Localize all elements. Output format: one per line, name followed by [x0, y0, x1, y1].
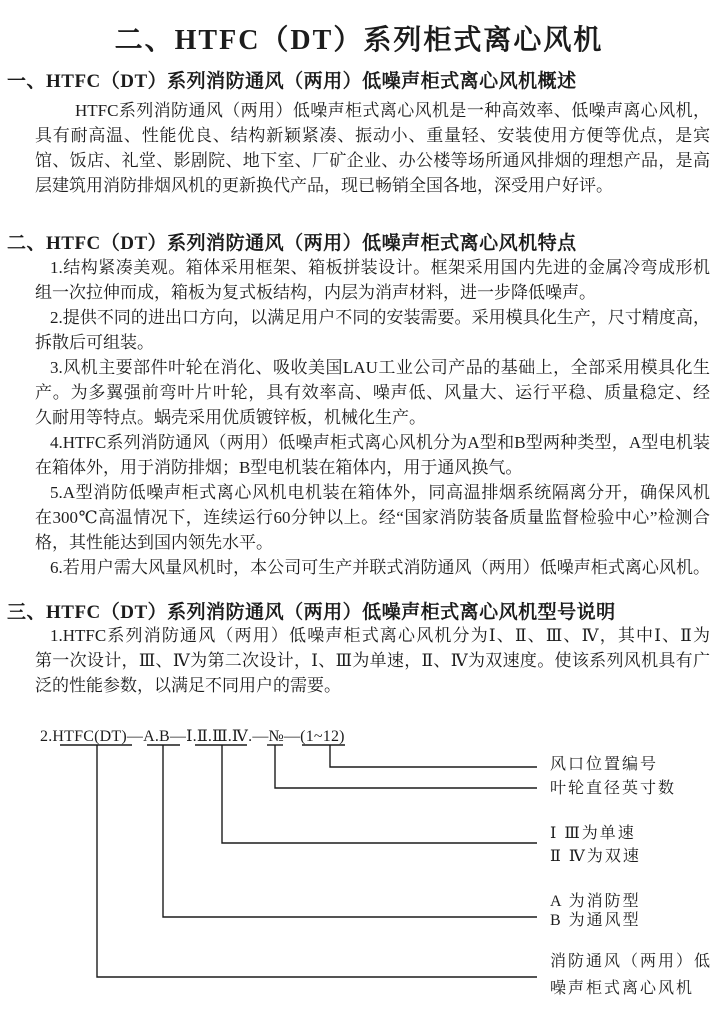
section2-heading: 二、HTFC（DT）系列消防通风（两用）低噪声柜式离心风机特点: [7, 233, 577, 254]
leader-type: [163, 745, 537, 917]
model-code: 2.HTFC(DT)—A.B—Ⅰ.Ⅱ.Ⅲ.Ⅳ.—№—(1~12): [40, 728, 345, 745]
label-series-name-2: 噪声柜式离心风机: [550, 980, 695, 997]
leader-outlet-position: [330, 745, 537, 767]
section1-paragraph: [35, 98, 710, 198]
page-title: 二、HTFC（DT）系列柜式离心风机: [114, 25, 604, 56]
label-type-fire: A 为消防型: [550, 893, 641, 910]
feature-line: 在箱体外，用于消防排烟；B型电机装在箱体内，用于通风换气。: [35, 458, 523, 477]
feature-line: 格，其性能达到国内领先水平。: [35, 533, 273, 552]
leader-speed: [222, 745, 537, 843]
paragraph-line: HTFC系列消防通风（两用）低噪声柜式离心风机是一种高效率、低噪声离心风机，: [75, 101, 710, 120]
feature-line: 拆散后可组装。: [35, 333, 154, 352]
section1-heading: 一、HTFC（DT）系列消防通风（两用）低噪声柜式离心风机概述: [7, 71, 577, 92]
label-series-name-1: 消防通风（两用）低: [550, 953, 713, 970]
paragraph-line: 第一次设计，Ⅲ、Ⅳ为第二次设计，Ⅰ、Ⅲ为单速，Ⅱ、Ⅳ为双速度。使该系列风机具有广: [35, 651, 710, 670]
section3-paragraph: [35, 623, 710, 698]
feature-line: 产。为多翼强前弯叶片叶轮，具有效率高、噪声低、风量大、运行平稳、质量稳定、经: [35, 383, 710, 402]
label-outlet-position: 风口位置编号: [550, 756, 659, 773]
section3-heading: 三、HTFC（DT）系列消防通风（两用）低噪声柜式离心风机型号说明: [7, 602, 616, 623]
feature-line: 久耐用等特点。蜗壳采用优质镀锌板，机械化生产。: [35, 408, 426, 427]
label-type-vent: B 为通风型: [550, 912, 641, 929]
label-impeller-diameter: 叶轮直径英寸数: [550, 780, 677, 797]
section2-feature-list: [35, 255, 710, 580]
label-speed-double: Ⅱ Ⅳ为双速: [550, 848, 641, 865]
feature-line: 1.结构紧凑美观。箱体采用框架、箱板拼装设计。框架采用国内先进的金属冷弯成形机: [50, 258, 710, 277]
paragraph-line: 1.HTFC系列消防通风（两用）低噪声柜式离心风机分为Ⅰ、Ⅱ、Ⅲ、Ⅳ，其中Ⅰ、Ⅱ为: [50, 626, 710, 645]
paragraph-line: 具有耐高温、性能优良、结构新颖紧凑、振动小、重量轻、安装使用方便等优点，是宾: [35, 126, 710, 145]
model-number-diagram: [0, 718, 718, 1020]
feature-line: 组一次拉伸而成，箱板为复式板结构，内层为消声材料，进一步降低噪声。: [35, 283, 596, 302]
paragraph-line: 泛的性能参数，以满足不同用户的需要。: [35, 676, 341, 695]
paragraph-line: 馆、饭店、礼堂、影剧院、地下室、厂矿企业、办公楼等场所通风排烟的理想产品，是高: [35, 151, 710, 170]
label-speed-single: Ⅰ Ⅲ为单速: [550, 825, 636, 842]
feature-line: 2.提供不同的进出口方向，以满足用户不同的安装需要。采用模具化生产，尺寸精度高，: [50, 308, 710, 327]
feature-line: 在300℃高温情况下，连续运行60分钟以上。经“国家消防装备质量监督检验中心”检测合: [35, 508, 710, 527]
feature-line: 5.A型消防低噪声柜式离心风机电机装在箱体外，同高温排烟系统隔离分开，确保风机: [50, 483, 710, 502]
feature-line: 4.HTFC系列消防通风（两用）低噪声柜式离心风机分为A型和B型两种类型，A型电机装: [50, 433, 710, 452]
feature-line: 6.若用户需大风量风机时，本公司可生产并联式消防通风（两用）低噪声柜式离心风机。: [50, 558, 710, 577]
feature-line: 3.风机主要部件叶轮在消化、吸收美国LAU工业公司产品的基础上，全部采用模具化生: [50, 358, 710, 377]
paragraph-line: 层建筑用消防排烟风机的更新换代产品，现已畅销全国各地，深受用户好评。: [35, 176, 613, 195]
